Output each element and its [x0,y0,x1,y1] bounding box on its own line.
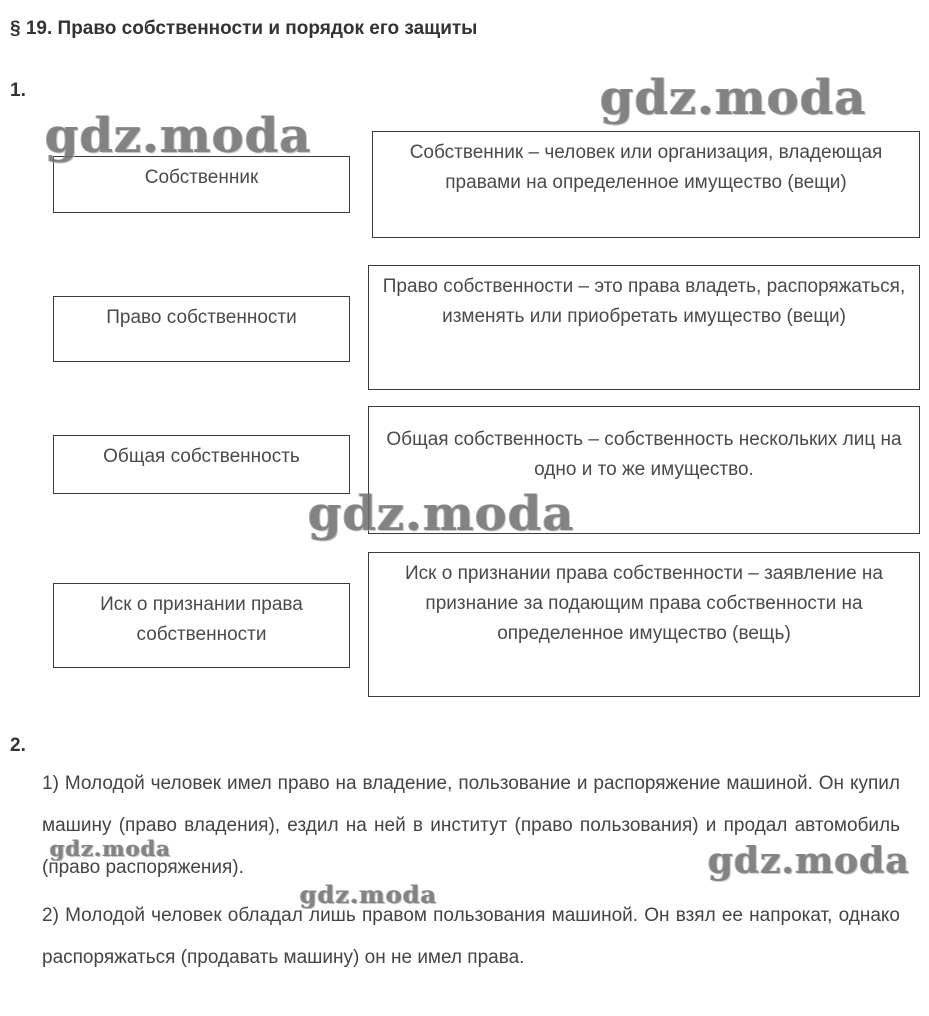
term-box-property-right: Право собственности [53,296,350,362]
watermark-logo: gdz.moda [45,108,312,164]
task-2-number: 2. [10,735,26,756]
answer-paragraph-1: 1) Молодой человек имел право на владение, пользование и распоряжение машиной. Он купил машину (право владения), ездил на ней в институт (право пользования) и продал автомобиль (право распоряжения). [42,773,900,878]
term-box-lawsuit: Иск о признании права собственности [53,583,350,668]
term-box-owner: Собственник [53,156,350,213]
definition-box-common-property: Общая собственность – собственность нескольких лиц на одно и то же имущество. [368,406,920,534]
watermark-logo: gdz.moda [300,880,438,909]
term-box-common-property: Общая собственность [53,435,350,494]
definition-box-property-right: Право собственности – это права владеть, распоряжаться, изменять или приобретать имущество (вещи) [368,265,920,390]
answer-paragraph-2: 2) Молодой человек обладал лишь правом пользования машиной. Он взял ее напрокат, однако распоряжаться (продавать машину) он не имел права. [42,905,900,968]
watermark-logo: gdz.moda [50,836,172,861]
page-title: § 19. Право собственности и порядок его защиты [10,18,478,39]
watermark-logo: gdz.moda [308,486,575,542]
watermark-logo: gdz.moda [708,840,910,882]
definition-box-lawsuit: Иск о признании права собственности – заявление на признание за подающим права собственности на определенное имущество (вещь) [368,552,920,697]
definition-box-owner: Собственник – человек или организация, владеющая правами на определенное имущество (вещи) [372,131,920,238]
watermark-logo: gdz.moda [600,70,867,126]
task-1-number: 1. [10,80,26,101]
